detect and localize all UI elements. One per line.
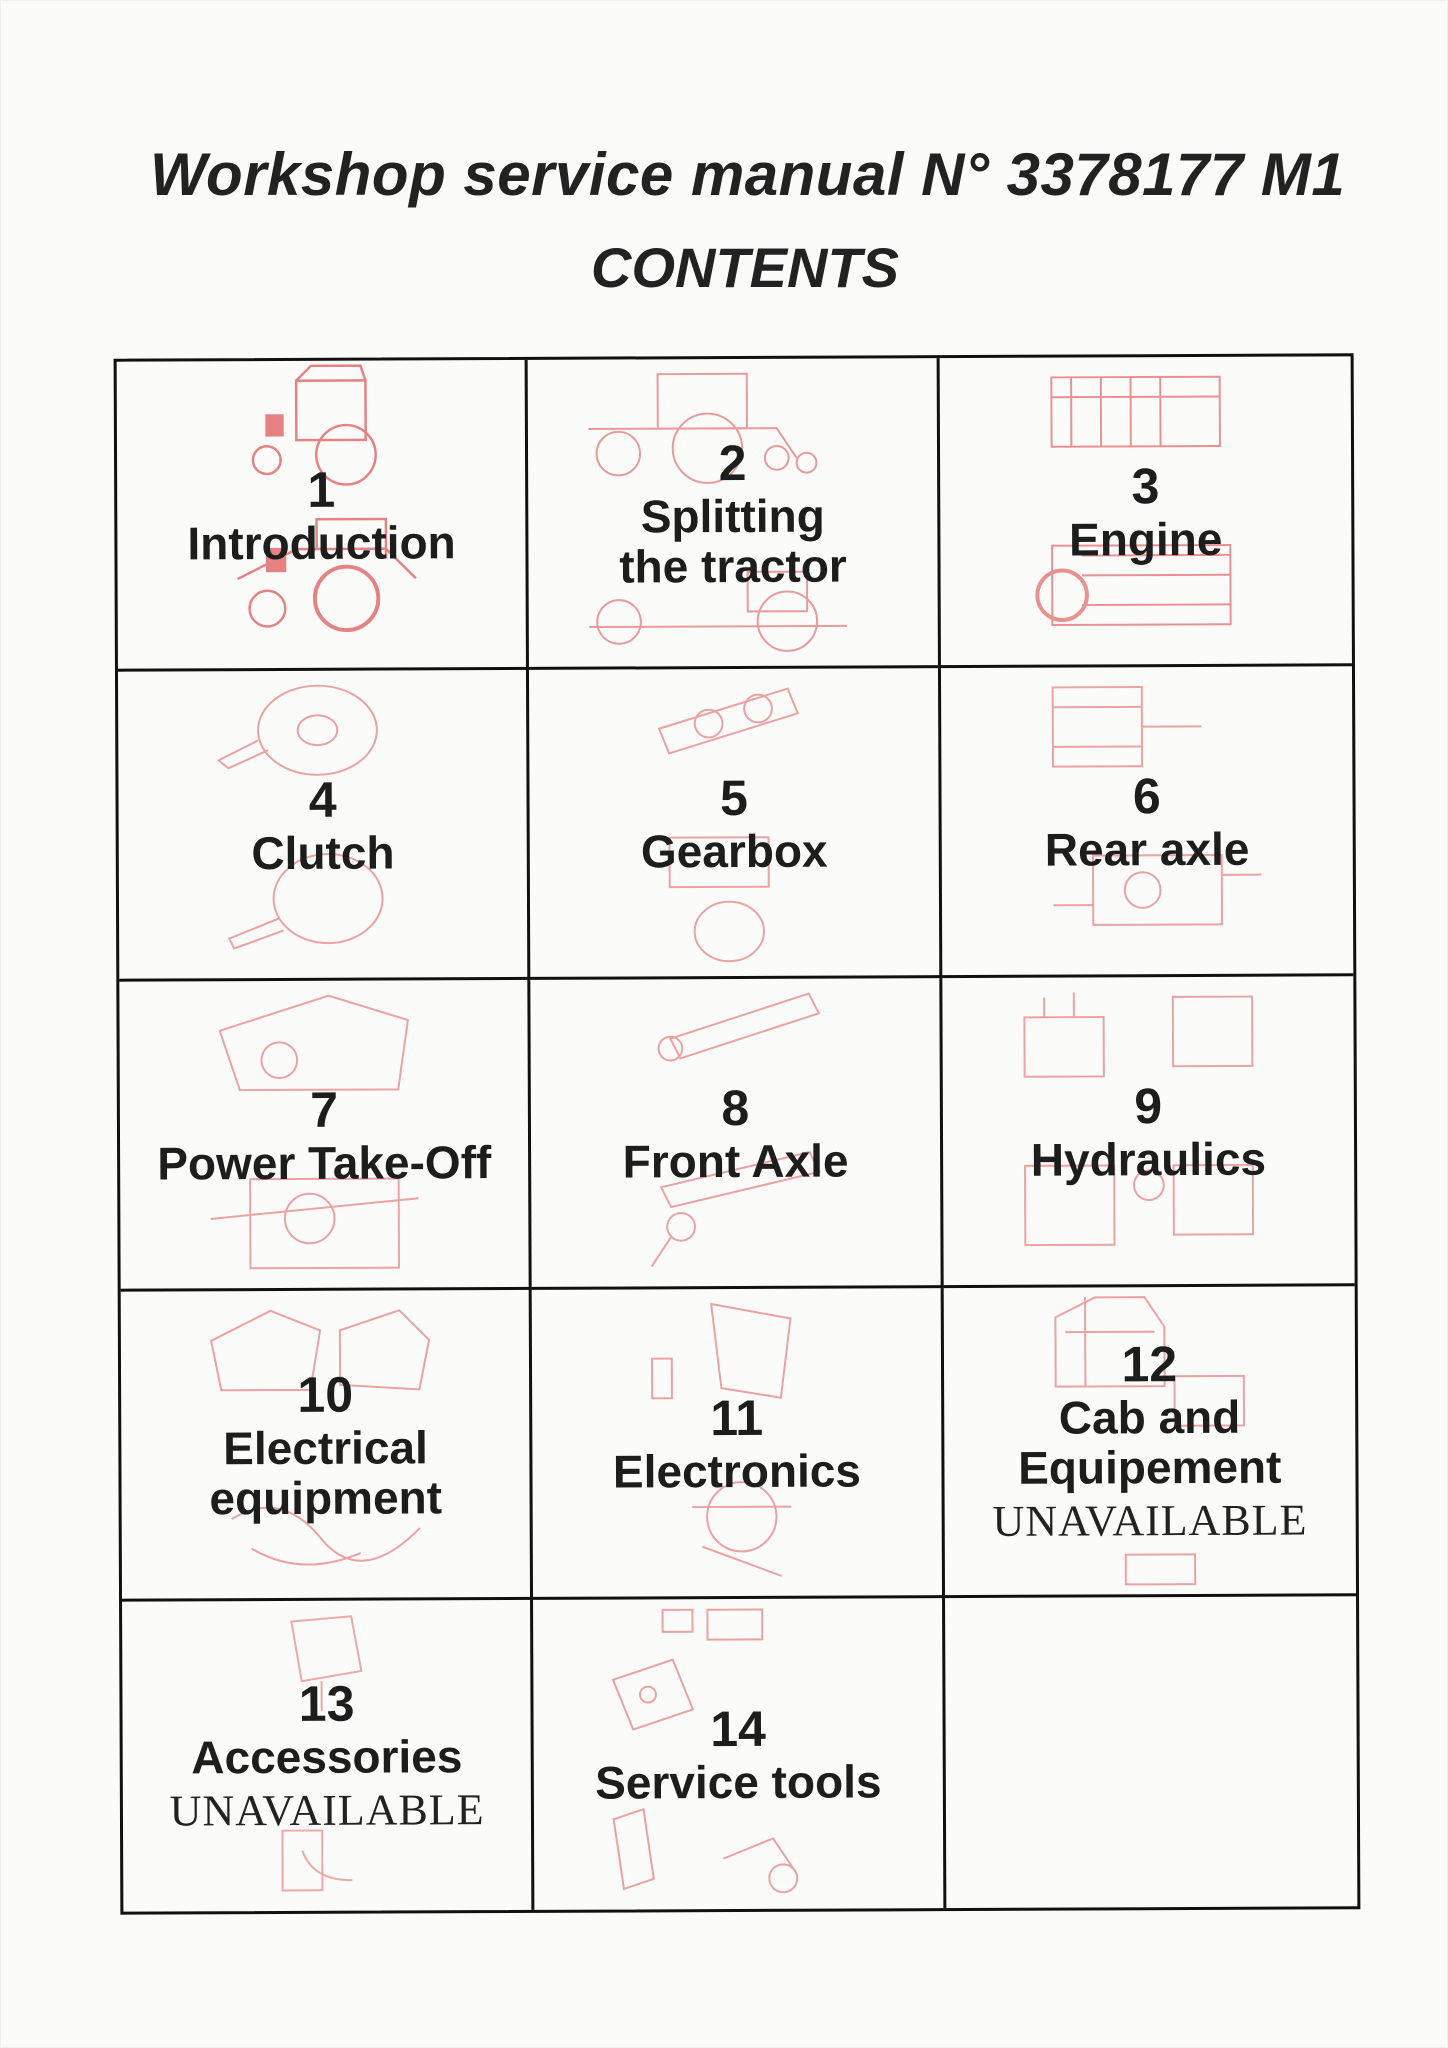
- section-accessories[interactable]: [122, 1600, 535, 1912]
- section-title: Clutch: [251, 825, 395, 879]
- section-title: Engine: [1068, 512, 1223, 566]
- section-number: 10: [297, 1366, 354, 1423]
- section-hydraulics[interactable]: [942, 976, 1355, 1288]
- unavailable-status: UNAVAILABLE: [992, 1495, 1308, 1546]
- section-number: 14: [710, 1700, 767, 1758]
- section-title-line2: the tractor: [619, 539, 847, 593]
- section-introduction[interactable]: [117, 360, 530, 672]
- section-number: 13: [298, 1675, 355, 1732]
- contents-heading: CONTENTS: [591, 236, 899, 299]
- section-number: 1: [307, 461, 336, 518]
- section-engine[interactable]: [939, 356, 1352, 668]
- section-title-line2: equipment: [209, 1470, 443, 1524]
- section-title-line1: Splitting: [640, 489, 825, 542]
- section-number: 9: [1134, 1077, 1163, 1134]
- section-title-line2: Equipement: [1018, 1440, 1282, 1494]
- section-rear-axle[interactable]: [941, 666, 1354, 978]
- manual-title: Workshop service manual N° 3378177 M1: [150, 141, 1346, 208]
- section-gearbox[interactable]: [529, 668, 942, 980]
- section-cab-and-equipement[interactable]: [943, 1286, 1356, 1598]
- section-front-axle[interactable]: [531, 978, 944, 1290]
- section-title: Front Axle: [622, 1134, 849, 1187]
- section-title: Rear axle: [1044, 822, 1250, 876]
- section-electrical-equipment[interactable]: [121, 1290, 534, 1602]
- section-title: Hydraulics: [1030, 1132, 1267, 1186]
- section-power-take-off[interactable]: [119, 980, 532, 1292]
- contents-grid: [114, 353, 1361, 1914]
- section-service-tools[interactable]: [533, 1598, 946, 1910]
- section-title: Accessories: [191, 1730, 463, 1784]
- section-number: 2: [718, 434, 747, 491]
- section-number: 5: [719, 769, 749, 826]
- section-number: 8: [721, 1079, 750, 1136]
- section-title-line1: Electrical: [223, 1420, 428, 1474]
- section-electronics[interactable]: [532, 1288, 945, 1600]
- section-title: Introduction: [187, 515, 456, 569]
- section-clutch[interactable]: [118, 670, 531, 982]
- section-number: 4: [308, 771, 337, 828]
- section-number: 6: [1132, 767, 1161, 824]
- unavailable-status: UNAVAILABLE: [169, 1785, 485, 1836]
- section-title: Service tools: [595, 1755, 882, 1809]
- section-number: 7: [310, 1081, 339, 1138]
- section-number: 11: [710, 1389, 764, 1446]
- section-title-line1: Cab and: [1058, 1390, 1241, 1444]
- empty-cell: [945, 1596, 1358, 1908]
- section-title: Gearbox: [640, 824, 828, 877]
- section-splitting-the-tractor[interactable]: [528, 358, 941, 670]
- section-title: Electronics: [612, 1443, 862, 1498]
- section-title: Power Take-Off: [157, 1135, 492, 1190]
- section-number: 3: [1131, 457, 1160, 514]
- section-number: 12: [1121, 1335, 1178, 1392]
